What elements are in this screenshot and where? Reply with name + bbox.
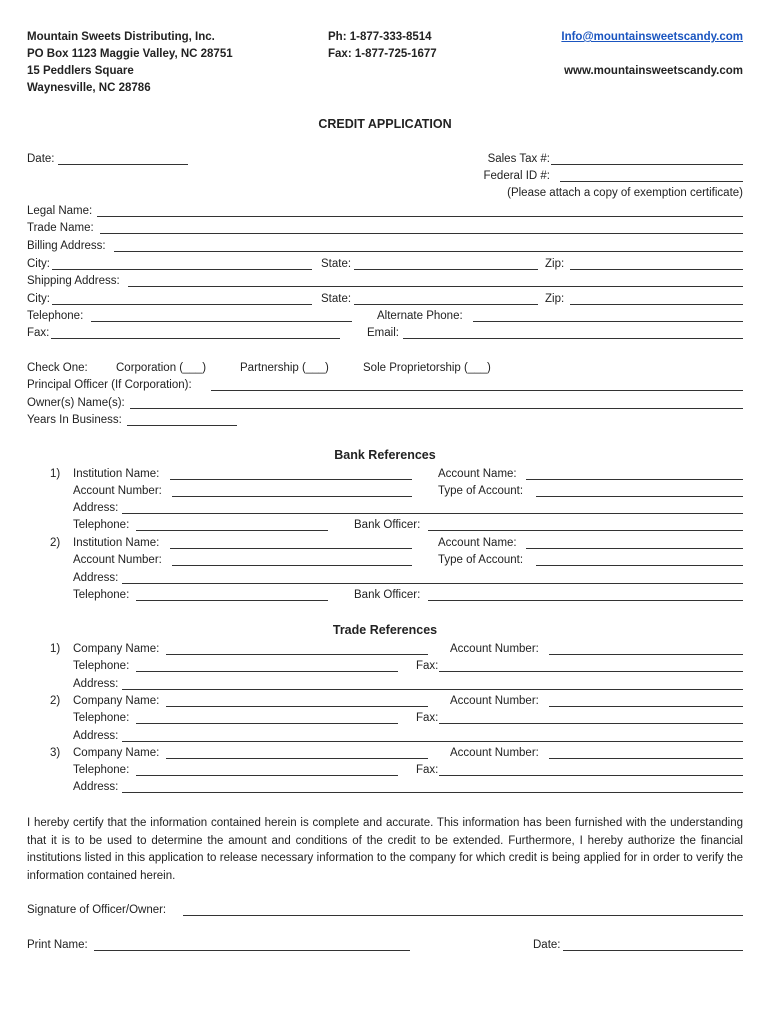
bank-ref-2-officer-line[interactable] [428,600,743,601]
company-email-link[interactable]: Info@mountainsweetscandy.com [561,31,743,43]
city-line-2[interactable] [52,304,312,305]
trade-ref-2-company-line[interactable] [166,706,428,707]
trade-ref-1-telephone-label: Telephone: [73,660,130,672]
signature-label: Signature of Officer/Owner: [27,904,167,916]
sales-tax-label: Sales Tax #: [487,153,550,165]
zip-line-2[interactable] [570,304,743,305]
legal-name-label: Legal Name: [27,205,93,217]
bank-references-title: Bank References [334,448,436,462]
trade-ref-2-number: 2) [50,695,61,707]
trade-ref-3-company-label: Company Name: [73,747,160,759]
company-phone: Ph: 1-877-333-8514 [328,31,432,43]
trade-ref-1-number: 1) [50,643,61,655]
trade-ref-3-account-number-line[interactable] [549,758,743,759]
bank-ref-1-account-number-line[interactable] [172,496,412,497]
trade-name-label: Trade Name: [27,222,94,234]
alternate-phone-label: Alternate Phone: [377,310,463,322]
date-label: Date: [27,153,55,165]
check-one-label: Check One: [27,362,88,374]
trade-ref-2-fax-line[interactable] [439,723,743,724]
certification-text: I hereby certify that the information contained herein is complete and accurate. This information has been furnished with the understanding that it is to be used to determine the amount and conditions of the credit to be extended. Furthermore, I hereby authorize the financial institutions listed in this application to release necessary information to the company for which credit is being applied for in order to verify the information contained herein. [27,817,743,882]
bank-ref-2-account-name-line[interactable] [526,548,743,549]
city-label-2: City: [27,293,50,305]
trade-ref-2-telephone-line[interactable] [136,723,398,724]
federal-id-line[interactable] [560,181,743,182]
email-line[interactable] [403,338,743,339]
page-title: CREDIT APPLICATION [318,117,452,131]
bank-ref-2-account-number-label: Account Number: [73,554,162,566]
partnership-option[interactable]: Partnership (___) [240,362,329,374]
sole-proprietorship-option[interactable]: Sole Proprietorship (___) [363,362,491,374]
trade-ref-1-fax-label: Fax: [416,660,439,672]
sales-tax-line[interactable] [551,164,743,165]
trade-ref-1-account-number-label: Account Number: [450,643,539,655]
trade-ref-2-company-label: Company Name: [73,695,160,707]
fax-label: Fax: [27,327,50,339]
bank-ref-2-address-label: Address: [73,572,119,584]
bank-ref-1-address-line[interactable] [122,513,743,514]
trade-ref-3-company-line[interactable] [166,758,428,759]
trade-ref-1-address-label: Address: [73,678,119,690]
bank-ref-1-account-name-line[interactable] [526,479,743,480]
trade-ref-3-fax-line[interactable] [439,775,743,776]
principal-officer-label: Principal Officer (If Corporation): [27,379,192,391]
bank-ref-2-institution-label: Institution Name: [73,537,160,549]
bank-ref-1-officer-line[interactable] [428,530,743,531]
company-street: 15 Peddlers Square [27,65,134,77]
city-line-1[interactable] [52,269,312,270]
bank-ref-2-account-number-line[interactable] [172,565,412,566]
bank-ref-2-officer-label: Bank Officer: [354,589,421,601]
bank-ref-2-account-name-label: Account Name: [438,537,517,549]
bank-ref-2-type-line[interactable] [536,565,743,566]
bank-ref-1-officer-label: Bank Officer: [354,519,421,531]
signature-date-label: Date: [533,939,561,951]
signature-line[interactable] [183,915,743,916]
trade-ref-3-telephone-label: Telephone: [73,764,130,776]
corporation-option[interactable]: Corporation (___) [116,362,207,374]
zip-label-2: Zip: [545,293,565,305]
trade-ref-3-telephone-line[interactable] [136,775,398,776]
bank-ref-1-type-line[interactable] [536,496,743,497]
company-po-box: PO Box 1123 Maggie Valley, NC 28751 [27,48,233,60]
trade-ref-1-address-line[interactable] [122,689,743,690]
trade-ref-3-address-line[interactable] [122,792,743,793]
state-label-1: State: [321,258,352,270]
fax-line[interactable] [51,338,340,339]
trade-ref-1-account-number-line[interactable] [549,654,743,655]
state-line-1[interactable] [354,269,538,270]
bank-ref-1-address-label: Address: [73,502,119,514]
shipping-address-line[interactable] [128,286,743,287]
trade-ref-3-address-label: Address: [73,781,119,793]
bank-ref-1-account-number-label: Account Number: [73,485,162,497]
bank-ref-1-telephone-line[interactable] [136,530,328,531]
zip-line-1[interactable] [570,269,743,270]
company-name: Mountain Sweets Distributing, Inc. [27,31,215,43]
trade-ref-2-telephone-label: Telephone: [73,712,130,724]
years-label: Years In Business: [27,414,122,426]
shipping-address-label: Shipping Address: [27,275,120,287]
trade-ref-2-account-number-label: Account Number: [450,695,539,707]
trade-ref-2-fax-label: Fax: [416,712,439,724]
exemption-note: (Please attach a copy of exemption certificate) [507,187,743,199]
trade-ref-1-telephone-line[interactable] [136,671,398,672]
print-name-label: Print Name: [27,939,88,951]
company-website: www.mountainsweetscandy.com [564,65,743,77]
owners-line[interactable] [130,408,743,409]
telephone-line[interactable] [91,321,352,322]
bank-ref-1-account-name-label: Account Name: [438,468,517,480]
billing-address-line[interactable] [114,251,743,252]
bank-ref-1-institution-line[interactable] [170,479,412,480]
billing-address-label: Billing Address: [27,240,106,252]
telephone-label: Telephone: [27,310,84,322]
city-label-1: City: [27,258,50,270]
bank-ref-1-telephone-label: Telephone: [73,519,130,531]
trade-ref-2-address-label: Address: [73,730,119,742]
company-fax: Fax: 1-877-725-1677 [328,48,437,60]
bank-ref-2-telephone-line[interactable] [136,600,328,601]
zip-label-1: Zip: [545,258,565,270]
trade-ref-1-company-label: Company Name: [73,643,160,655]
federal-id-label: Federal ID #: [483,170,550,182]
years-line[interactable] [127,425,237,426]
trade-name-line[interactable] [100,233,743,234]
trade-ref-1-company-line[interactable] [166,654,428,655]
bank-ref-2-telephone-label: Telephone: [73,589,130,601]
date-line[interactable] [58,164,188,165]
company-city: Waynesville, NC 28786 [27,82,151,94]
trade-references-title: Trade References [332,623,438,637]
trade-ref-2-account-number-line[interactable] [549,706,743,707]
legal-name-line[interactable] [97,216,743,217]
bank-ref-2-type-label: Type of Account: [438,554,524,566]
trade-ref-2-address-line[interactable] [122,741,743,742]
bank-ref-2-number: 2) [50,537,61,549]
bank-ref-2-institution-line[interactable] [170,548,412,549]
bank-ref-1-institution-label: Institution Name: [73,468,160,480]
bank-ref-1-type-label: Type of Account: [438,485,524,497]
principal-officer-line[interactable] [211,390,743,391]
bank-ref-1-number: 1) [50,468,61,480]
trade-ref-3-fax-label: Fax: [416,764,439,776]
trade-ref-1-fax-line[interactable] [439,671,743,672]
alternate-phone-line[interactable] [473,321,743,322]
state-label-2: State: [321,293,352,305]
trade-ref-3-number: 3) [50,747,61,759]
signature-date-line[interactable] [563,950,743,951]
state-line-2[interactable] [354,304,538,305]
bank-ref-2-address-line[interactable] [122,583,743,584]
print-name-line[interactable] [94,950,410,951]
email-label: Email: [367,327,399,339]
owners-label: Owner(s) Name(s): [27,397,125,409]
trade-ref-3-account-number-label: Account Number: [450,747,539,759]
